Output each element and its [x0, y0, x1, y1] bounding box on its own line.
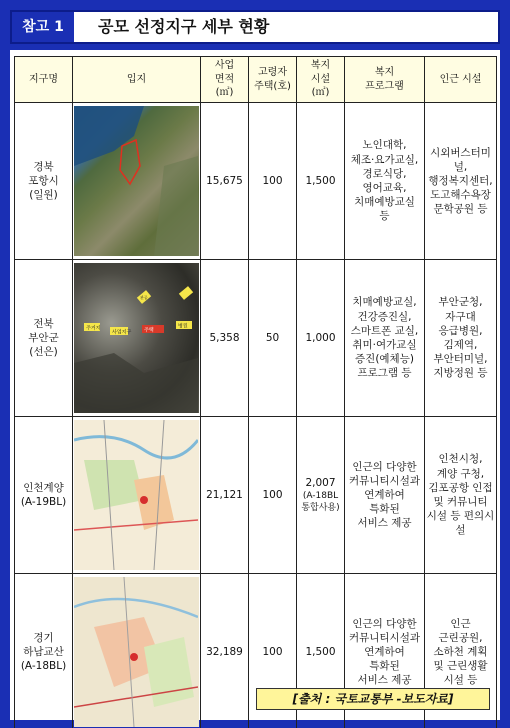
district-name: 경북 포항시 (일원): [15, 103, 73, 260]
nearby-cell: 부안군청, 자구대 응급병원, 김제역, 부안터미널, 지방정원 등: [425, 260, 497, 417]
table-row: [15, 260, 497, 417]
header-row: [15, 57, 497, 103]
housing-value: 100: [249, 417, 297, 574]
col-name: 지구명: [15, 57, 73, 103]
housing-value: 100: [249, 103, 297, 260]
reference-tag: 참고 1: [12, 12, 74, 42]
map-label: 사업지구: [112, 329, 132, 336]
nearby-cell: 인천시청, 계양 구청, 김포공항 인접 및 커뮤니티 시설 등 편의시설: [425, 417, 497, 574]
col-program: 복지 프로그램: [345, 57, 425, 103]
col-welfare-area: 복지 시설 (㎡): [297, 57, 345, 103]
program-cell: 치매예방교실, 건강증진실, 스마트폰 교실, 취미·여가교실 증진(예체능) 프로그램 등: [345, 260, 425, 417]
col-area: 사업 면적 (㎡): [201, 57, 249, 103]
nearby-cell: 인근 근린공원, 소하천 계획 및 근린생활 시설 등: [425, 574, 497, 728]
section-header: [10, 10, 500, 44]
district-table: [14, 56, 497, 728]
site-plan-map: [74, 420, 199, 570]
table-row: [15, 417, 497, 574]
welfare-area-value: 1,500: [297, 103, 345, 260]
aerial-photo: [74, 106, 199, 256]
program-cell: 인근의 다양한 커뮤니티시설과 연계하여 특화된 서비스 제공: [345, 417, 425, 574]
map-label: 병원: [178, 323, 188, 330]
area-value: 5,358: [201, 260, 249, 417]
content-panel: [10, 50, 500, 720]
source-note: [출처 : 국토교통부 -보도자료]: [256, 688, 490, 710]
housing-value: 100: [249, 574, 297, 728]
district-name: 경기 하남교산 (A-18BL): [15, 574, 73, 728]
location-map: [73, 574, 201, 728]
area-value: 21,121: [201, 417, 249, 574]
district-name: 전북 부안군 (선은): [15, 260, 73, 417]
nearby-cell: 시외버스터미널, 행정복지센터, 도고해수욕장 문학공원 등: [425, 103, 497, 260]
program-cell: 노인대학, 체조·요가교실, 경로식당, 영어교육, 치매예방교실 등: [345, 103, 425, 260]
housing-value: 50: [249, 260, 297, 417]
map-label: 주택: [144, 327, 154, 334]
location-map: [73, 417, 201, 574]
welfare-area-value: 2,007 (A-18BL 통합사용): [297, 417, 345, 574]
location-map: [73, 260, 201, 417]
program-cell: 인근의 다양한 커뮤니티시설과 연계하여 특화된 서비스 제공: [345, 574, 425, 728]
aerial-photo: [74, 263, 199, 413]
area-value: 15,675: [201, 103, 249, 260]
location-map: [73, 103, 201, 260]
page-title: 공모 선정지구 세부 현황: [98, 17, 270, 36]
map-label: 주거지: [86, 325, 101, 332]
area-value: 32,189: [201, 574, 249, 728]
table-row: [15, 103, 497, 260]
welfare-area-value: 1,000: [297, 260, 345, 417]
welfare-area-value: 1,500: [297, 574, 345, 728]
col-housing: 고령자 주택(호): [249, 57, 297, 103]
col-location: 입지: [73, 57, 201, 103]
col-nearby: 인근 시설: [425, 57, 497, 103]
site-plan-map: [74, 577, 199, 727]
map-label: 관공: [140, 295, 148, 300]
district-name: 인천계양 (A-19BL): [15, 417, 73, 574]
